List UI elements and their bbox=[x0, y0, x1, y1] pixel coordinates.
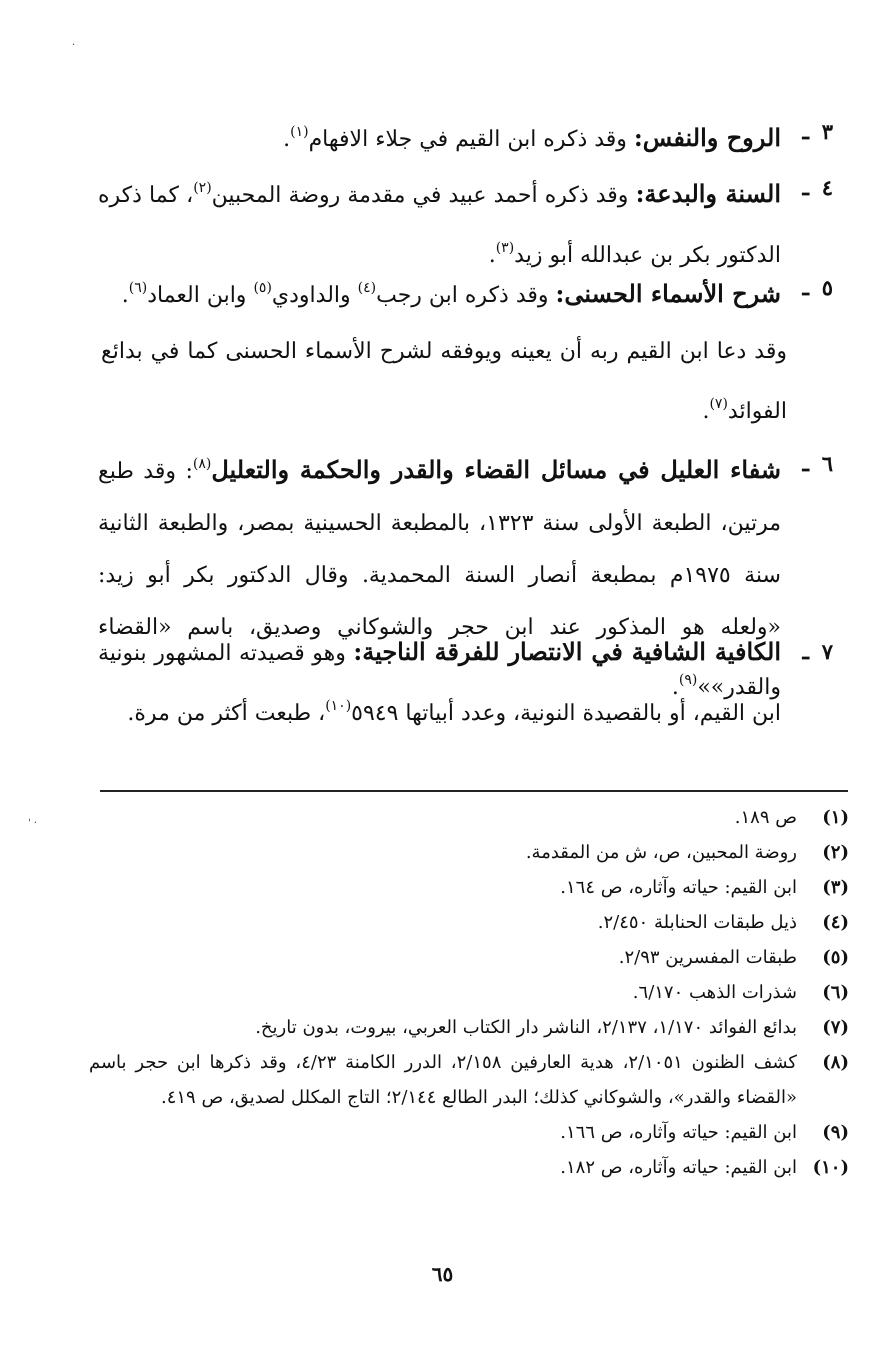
item-text: : وقد طبع مرتين، الطبعة الأولى سنة ١٣٢٣، بالمطبعة الحسينية بمصر، والطبعة الثانية سنة ١٩٧٥م بمطبعة أنصار السنة المحمدية. وقال الدكتور بكر أبو زيد: «ولعله هو المذكور عند ابن حجر والشوكاني وصديق، باسم «القضاء والقدر»» bbox=[98, 459, 782, 700]
list-item-7 bbox=[98, 626, 833, 740]
item-title: السنة والبدعة: bbox=[635, 179, 782, 208]
item-body bbox=[98, 262, 781, 322]
item-text: وهو قصيدته المشهور بنونية ابن القيم، أو بالقصيدة النونية، وعدد أبياتها ٥٩٤٩ bbox=[98, 641, 781, 726]
footnote bbox=[89, 1115, 849, 1150]
footnote-ref: (١) bbox=[290, 124, 309, 140]
footnote-text: كشف الظنون ٢/١٠٥١، هدية العارفين ٢/١٥٨، الدرر الكامنة ٤/٢٣، وقد ذكرها ابن حجر باسم «القضاء والقدر»، والشوكاني كذلك؛ البدر الطالع ٢/١٤٤؛ التاج المكلل لصديق، ص ٤١٩. bbox=[89, 1052, 797, 1108]
item-title: الروح والنفس: bbox=[633, 123, 781, 152]
item-dash: ـ bbox=[802, 175, 809, 201]
footnote bbox=[89, 1045, 849, 1115]
footnote bbox=[89, 975, 849, 1010]
item-tail: . bbox=[121, 283, 129, 308]
item-body bbox=[98, 106, 781, 166]
list-item-5 bbox=[98, 262, 833, 322]
list-item-3 bbox=[98, 106, 833, 166]
footnote-ref: (٧) bbox=[709, 396, 728, 412]
paragraph-text: وقد دعا ابن القيم ربه أن يعينه ويوفقه لشرح الأسماء الحسنى كما في بدائع الفوائد bbox=[101, 339, 787, 424]
item-dash: ـ bbox=[802, 119, 809, 145]
footnote bbox=[89, 1010, 849, 1045]
footnote-text: طبقات المفسرين ٢/٩٣. bbox=[618, 947, 797, 968]
footnote-ref: (٨) bbox=[192, 456, 212, 472]
item-title: الكافية الشافية في الانتصار للفرقة الناجية: bbox=[353, 637, 781, 666]
footnote bbox=[89, 870, 849, 905]
footnote-number: (٨) bbox=[822, 1052, 849, 1073]
item-tail: والداودي bbox=[271, 283, 358, 308]
footnote-text: ابن القيم: حياته وآثاره، ص ١٦٤. bbox=[560, 877, 797, 898]
footnote-text: ابن القيم: حياته وآثاره، ص ١٦٦. bbox=[560, 1122, 797, 1143]
footnote-number: (١٠) bbox=[812, 1157, 849, 1178]
footnotes bbox=[89, 800, 849, 1185]
footnote-divider bbox=[100, 790, 848, 792]
scan-speck: · bbox=[72, 40, 76, 51]
page-number: ٦٥ bbox=[431, 1262, 454, 1286]
footnote-ref: (٤) bbox=[357, 280, 377, 296]
footnote-text: ذيل طبقات الحنابلة ٢/٤٥٠. bbox=[597, 912, 797, 933]
scan-speck: · ' bbox=[28, 818, 38, 829]
footnote bbox=[89, 835, 849, 870]
footnote-text: بدائع الفوائد ١/١٧٠، ٢/١٣٧، الناشر دار الكتاب العربي، بيروت، بدون تاريخ. bbox=[255, 1017, 797, 1038]
item-tail: ، كما ذكره الدكتور بكر بن عبدالله أبو زيد bbox=[98, 183, 781, 268]
footnote bbox=[89, 800, 849, 835]
footnote-number: (٤) bbox=[822, 912, 849, 933]
item-number: ٣ bbox=[821, 119, 833, 144]
footnote-number: (٥) bbox=[822, 947, 849, 968]
footnote-ref: (١٠) bbox=[325, 698, 352, 714]
footnote-ref: (٦) bbox=[128, 280, 148, 296]
item-tail: وابن العماد bbox=[147, 283, 254, 308]
item-text: وقد ذكره ابن رجب bbox=[376, 283, 556, 308]
footnote-ref: (٢) bbox=[193, 180, 212, 196]
footnote-text: ابن القيم: حياته وآثاره، ص ١٨٢. bbox=[560, 1157, 797, 1178]
footnote-number: (٣) bbox=[822, 877, 849, 898]
item-number: ٦ bbox=[821, 451, 833, 476]
footnote-number: (٦) bbox=[822, 982, 849, 1003]
item-tail: ، طبعت أكثر من مرة. bbox=[127, 701, 326, 726]
footnote bbox=[89, 1150, 849, 1185]
item-body bbox=[98, 626, 781, 740]
footnote bbox=[89, 940, 849, 975]
item-text: وقد ذكره أحمد عبيد في مقدمة روضة المحبين bbox=[211, 183, 636, 208]
item-tail: . bbox=[671, 675, 679, 700]
footnote-text: ص ١٨٩. bbox=[734, 807, 797, 828]
footnote-text: روضة المحبين، ص، ش من المقدمة. bbox=[525, 842, 797, 863]
footnote bbox=[89, 905, 849, 940]
footnote-ref: (٩) bbox=[678, 672, 698, 688]
item-text: وقد ذكره ابن القيم في جلاء الافهام bbox=[308, 127, 634, 152]
item-tail: . bbox=[488, 243, 496, 268]
item-dash: ـ bbox=[802, 639, 809, 665]
item-number: ٧ bbox=[821, 639, 833, 664]
footnote-ref: (٥) bbox=[253, 280, 272, 296]
item-dash: ـ bbox=[802, 275, 809, 301]
footnote-text: شذرات الذهب ٦/١٧٠. bbox=[632, 982, 797, 1003]
footnote-number: (٧) bbox=[822, 1017, 849, 1038]
footnote-number: (٩) bbox=[822, 1122, 849, 1143]
paragraph bbox=[101, 326, 787, 438]
footnote-number: (٢) bbox=[822, 842, 849, 863]
item-dash: ـ bbox=[802, 451, 809, 477]
paragraph-tail: . bbox=[702, 399, 710, 424]
item-title: شفاء العليل في مسائل القضاء والقدر والحكمة والتعليل bbox=[211, 455, 781, 484]
footnote-ref: (٣) bbox=[495, 240, 515, 256]
item-tail: . bbox=[283, 127, 291, 152]
item-number: ٤ bbox=[821, 175, 833, 200]
item-number: ٥ bbox=[821, 275, 833, 300]
item-title: شرح الأسماء الحسنى: bbox=[555, 279, 781, 308]
footnote-number: (١) bbox=[822, 807, 849, 828]
